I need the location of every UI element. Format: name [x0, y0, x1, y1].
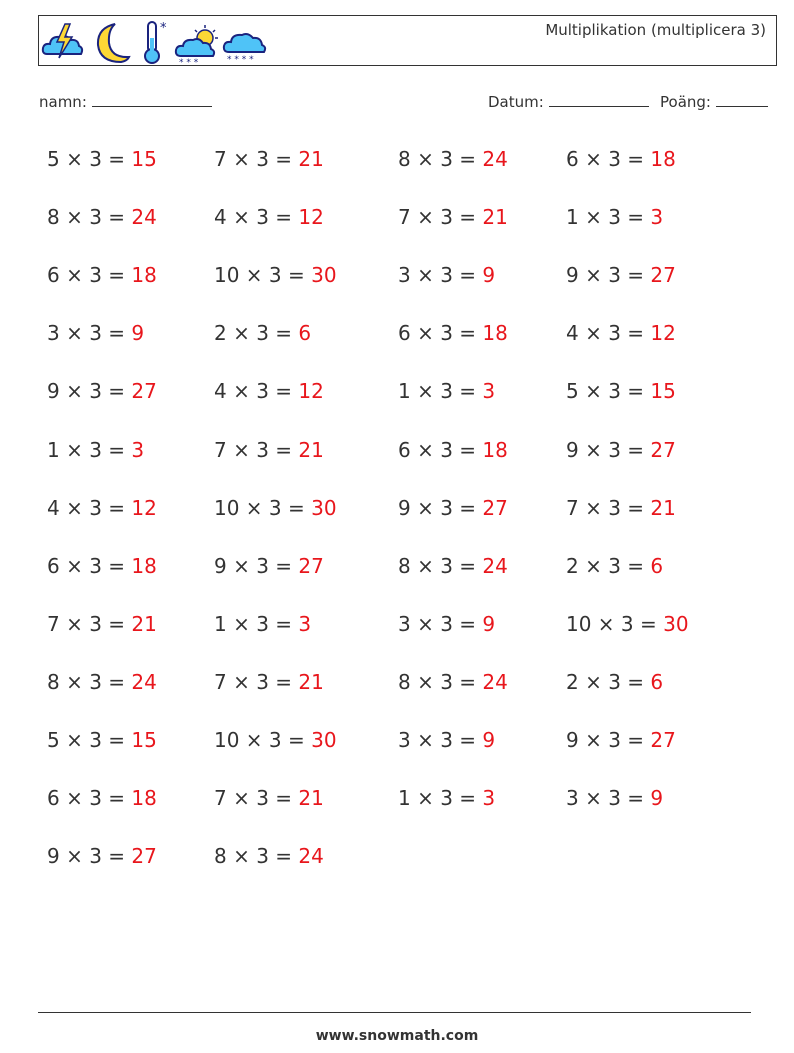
- problem-item: [566, 496, 676, 520]
- problem-answer: 24: [131, 205, 157, 230]
- problem-question: 3 × 3 =: [398, 728, 483, 752]
- problem-question: 8 × 3 =: [398, 553, 483, 578]
- svg-text:* * * *: * * * *: [227, 55, 254, 65]
- problem-answer: 24: [298, 844, 324, 869]
- problem-item: [47, 786, 157, 810]
- problem-item: [566, 728, 676, 752]
- problem-question: 6 × 3 =: [47, 553, 132, 578]
- problem-item: [214, 554, 324, 578]
- problem-item: [214, 147, 324, 171]
- problem-item: [398, 728, 495, 752]
- problem-answer: 30: [311, 728, 337, 752]
- problem-question: 1 × 3 =: [47, 437, 132, 462]
- problem-answer: 27: [131, 844, 157, 869]
- problem-item: [566, 263, 676, 287]
- problem-item: [47, 205, 157, 229]
- problem-item: [47, 496, 157, 520]
- problem-answer: 15: [131, 147, 157, 171]
- problem-item: [214, 263, 337, 287]
- problem-item: [47, 670, 157, 694]
- problem-item: [214, 786, 324, 810]
- problem-answer: 3: [131, 437, 145, 462]
- date-label: Datum:: [488, 93, 544, 111]
- problem-question: 7 × 3 =: [214, 786, 299, 811]
- problem-item: [214, 205, 324, 229]
- problem-item: [566, 379, 676, 403]
- problem-question: 7 × 3 =: [566, 495, 651, 520]
- problem-answer: 24: [482, 553, 508, 578]
- problem-question: 9 × 3 =: [566, 728, 651, 752]
- problem-answer: 18: [650, 147, 676, 171]
- problem-question: 8 × 3 =: [47, 669, 132, 694]
- problem-question: 7 × 3 =: [214, 437, 299, 462]
- problem-answer: 24: [482, 147, 508, 171]
- problem-question: 7 × 3 =: [47, 611, 132, 636]
- problem-question: 9 × 3 =: [566, 263, 651, 288]
- problem-question: 3 × 3 =: [47, 321, 132, 346]
- problem-question: 4 × 3 =: [214, 379, 299, 404]
- problem-item: [566, 147, 676, 171]
- problem-answer: 21: [482, 205, 508, 230]
- problem-answer: 18: [482, 437, 508, 462]
- problem-item: [398, 438, 508, 462]
- problem-question: 8 × 3 =: [47, 205, 132, 230]
- problem-question: 4 × 3 =: [566, 321, 651, 346]
- problem-answer: 15: [650, 379, 676, 404]
- problem-answer: 6: [298, 321, 312, 346]
- problem-question: 4 × 3 =: [47, 495, 132, 520]
- problem-answer: 12: [650, 321, 676, 346]
- problem-question: 9 × 3 =: [398, 495, 483, 520]
- problem-question: 2 × 3 =: [566, 669, 651, 694]
- problem-question: 7 × 3 =: [214, 147, 299, 171]
- problem-item: [47, 554, 157, 578]
- problem-question: 4 × 3 =: [214, 205, 299, 230]
- problem-answer: 27: [650, 263, 676, 288]
- problem-item: [47, 321, 144, 345]
- problem-answer: 9: [131, 321, 145, 346]
- problem-answer: 3: [298, 611, 312, 636]
- problem-answer: 30: [311, 263, 337, 288]
- problem-question: 10 × 3 =: [214, 495, 312, 520]
- problem-answer: 27: [298, 553, 324, 578]
- problem-item: [398, 321, 508, 345]
- problem-question: 9 × 3 =: [47, 379, 132, 404]
- problem-question: 9 × 3 =: [47, 844, 132, 869]
- problem-answer: 9: [482, 728, 496, 752]
- problem-question: 2 × 3 =: [214, 321, 299, 346]
- problem-item: [398, 379, 495, 403]
- problem-item: [566, 786, 663, 810]
- problem-question: 6 × 3 =: [47, 263, 132, 288]
- problem-answer: 18: [131, 263, 157, 288]
- problem-answer: 6: [650, 553, 664, 578]
- problem-item: [47, 612, 157, 636]
- problem-question: 8 × 3 =: [398, 669, 483, 694]
- problem-item: [398, 263, 495, 287]
- problem-item: [566, 554, 663, 578]
- problem-answer: 27: [650, 437, 676, 462]
- problem-item: [214, 844, 324, 868]
- problem-question: 8 × 3 =: [398, 147, 483, 171]
- problem-question: 10 × 3 =: [566, 611, 664, 636]
- problem-question: 3 × 3 =: [398, 263, 483, 288]
- problem-answer: 21: [650, 495, 676, 520]
- problem-item: [47, 147, 157, 171]
- problem-answer: 9: [482, 263, 496, 288]
- problem-answer: 21: [298, 147, 324, 171]
- problem-answer: 30: [663, 611, 689, 636]
- problem-item: [566, 205, 663, 229]
- problem-item: [566, 612, 689, 636]
- problem-answer: 27: [131, 379, 157, 404]
- problem-item: [398, 554, 508, 578]
- score-label: Poäng:: [660, 93, 711, 111]
- problem-answer: 24: [482, 669, 508, 694]
- problem-answer: 18: [482, 321, 508, 346]
- svg-text:* * *: * * *: [179, 58, 199, 66]
- problem-item: [214, 496, 337, 520]
- problem-question: 5 × 3 =: [47, 147, 132, 171]
- problem-item: [214, 670, 324, 694]
- problem-question: 1 × 3 =: [398, 786, 483, 811]
- problem-item: [214, 728, 337, 752]
- problem-answer: 3: [482, 786, 496, 811]
- problem-answer: 27: [482, 495, 508, 520]
- footer-url: www.snowmath.com: [315, 1028, 479, 1044]
- problem-item: [566, 321, 676, 345]
- problem-question: 6 × 3 =: [398, 437, 483, 462]
- problem-item: [214, 321, 311, 345]
- problem-item: [47, 379, 157, 403]
- problem-answer: 18: [131, 786, 157, 811]
- problem-question: 7 × 3 =: [214, 669, 299, 694]
- problem-item: [566, 670, 663, 694]
- problem-item: [47, 844, 157, 868]
- problem-question: 5 × 3 =: [566, 379, 651, 404]
- problem-item: [398, 147, 508, 171]
- problem-question: 6 × 3 =: [47, 786, 132, 811]
- problem-question: 5 × 3 =: [47, 728, 132, 752]
- problem-item: [214, 612, 311, 636]
- problem-answer: 3: [482, 379, 496, 404]
- problem-answer: 21: [298, 786, 324, 811]
- problem-answer: 27: [650, 728, 676, 752]
- problem-answer: 18: [131, 553, 157, 578]
- problem-item: [398, 612, 495, 636]
- problem-item: [47, 728, 157, 752]
- problem-item: [47, 438, 144, 462]
- problem-question: 9 × 3 =: [214, 553, 299, 578]
- problem-answer: 9: [650, 786, 664, 811]
- problem-answer: 3: [650, 205, 664, 230]
- problem-answer: 24: [131, 669, 157, 694]
- problem-question: 8 × 3 =: [214, 844, 299, 869]
- problem-answer: 21: [131, 611, 157, 636]
- problem-answer: 6: [650, 669, 664, 694]
- problem-answer: 12: [298, 379, 324, 404]
- problem-item: [398, 496, 508, 520]
- problem-question: 9 × 3 =: [566, 437, 651, 462]
- problem-item: [566, 438, 676, 462]
- problem-item: [214, 379, 324, 403]
- problem-answer: 12: [131, 495, 157, 520]
- problem-question: 3 × 3 =: [566, 786, 651, 811]
- problem-answer: 21: [298, 437, 324, 462]
- problem-question: 6 × 3 =: [566, 147, 651, 171]
- problem-question: 7 × 3 =: [398, 205, 483, 230]
- problem-answer: 12: [298, 205, 324, 230]
- problem-question: 1 × 3 =: [398, 379, 483, 404]
- problem-question: 3 × 3 =: [398, 611, 483, 636]
- page-title: Multiplikation (multiplicera 3): [545, 21, 766, 39]
- footer-divider: [38, 1012, 751, 1013]
- problem-item: [398, 205, 508, 229]
- problem-question: 10 × 3 =: [214, 263, 312, 288]
- problem-item: [398, 670, 508, 694]
- problem-question: 2 × 3 =: [566, 553, 651, 578]
- problem-item: [398, 786, 495, 810]
- svg-text:*: *: [160, 21, 167, 36]
- problem-question: 1 × 3 =: [214, 611, 299, 636]
- name-label: namn:: [39, 93, 87, 111]
- problem-question: 6 × 3 =: [398, 321, 483, 346]
- problem-question: 10 × 3 =: [214, 728, 312, 752]
- problem-answer: 9: [482, 611, 496, 636]
- problem-question: 1 × 3 =: [566, 205, 651, 230]
- problem-answer: 21: [298, 669, 324, 694]
- problem-answer: 30: [311, 495, 337, 520]
- problem-answer: 15: [131, 728, 157, 752]
- problem-item: [47, 263, 157, 287]
- problem-item: [214, 438, 324, 462]
